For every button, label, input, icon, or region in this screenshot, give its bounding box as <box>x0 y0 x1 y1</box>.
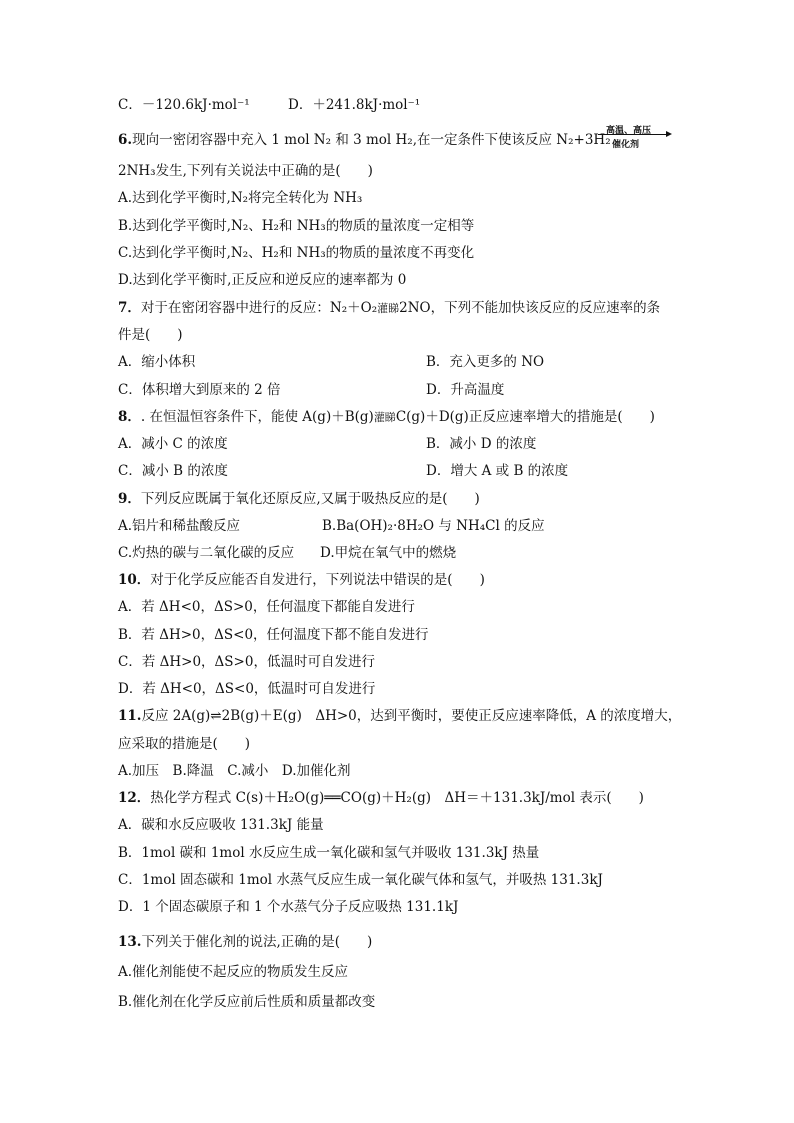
q10-stem <box>118 571 485 589</box>
q9-option-b: B.Ba(OH)₂·8H₂O 与 NH₄Cl 的反应 <box>322 518 545 534</box>
q7-stem-tail: 2NO，下列不能加快该反应的反应速率的条 <box>399 300 661 316</box>
q13-option-b: B.催化剂在化学反应前后性质和质量都改变 <box>118 994 376 1010</box>
q6-option-c: C.达到化学平衡时,N₂、H₂和 NH₃的物质的量浓度不再变化 <box>118 245 475 261</box>
q12-number: 12． <box>118 790 151 806</box>
q7-stem-text: 对于在密闭容器中进行的反应：N₂＋O₂ <box>140 300 378 316</box>
q8-stem-tail: C(g)＋D(g)正反应速率增大的措施是( ) <box>395 409 655 425</box>
q7-option-c: C．体积增大到原来的 2 倍 <box>118 382 281 398</box>
q11-stem-continued: 应采取的措施是( ) <box>118 736 251 752</box>
q10-option-b: B．若 ΔH>0，ΔS<0，任何温度下都不能自发进行 <box>118 627 429 643</box>
q10-option-c: C．若 ΔH>0，ΔS>0，低温时可自发进行 <box>118 654 375 670</box>
q7-stem <box>118 299 660 318</box>
q7-garbled-arrow: 灌睇 <box>377 302 400 315</box>
q11-stem <box>118 707 681 725</box>
q8-option-a: A．减小 C 的浓度 <box>118 436 228 452</box>
q8-garbled-arrow: 灌睇 <box>373 411 396 424</box>
q5-option-d: D．＋241.8kJ·mol⁻¹ <box>288 97 421 113</box>
q6-catalyst-arrow <box>596 125 674 150</box>
q9-stem <box>118 490 480 508</box>
q10-option-d: D．若 ΔH<0，ΔS<0，低温时可自发进行 <box>118 681 376 697</box>
q12-option-a: A．碳和水反应吸收 131.3kJ 能量 <box>118 817 324 833</box>
q7-number: 7． <box>118 300 141 316</box>
q10-stem-text: 对于化学反应能否自发进行，下列说法中错误的是( ) <box>150 572 485 588</box>
q6-condition-top: 高温、高压 <box>606 126 652 136</box>
q12-option-c: C．1mol 固态碳和 1mol 水蒸气反应生成一氧化碳气体和氢气，并吸热 131.3kJ <box>118 872 603 888</box>
q5-option-c: C．－120.6kJ·mol⁻¹ <box>118 97 250 113</box>
q9-option-a: A.铝片和稀盐酸反应 <box>118 518 241 534</box>
q12-option-b: B．1mol 碳和 1mol 水反应生成一氧化碳和氢气并吸收 131.3kJ 热量 <box>118 845 540 861</box>
q6-stem-text: 现向一密闭容器中充入 1 mol N₂ 和 3 mol H₂,在一定条件下使该反应 N₂+3H₂ <box>132 132 611 148</box>
q9-stem-text: 下列反应既属于氧化还原反应,又属于吸热反应的是( ) <box>140 491 480 507</box>
q6-option-a: A.达到化学平衡时,N₂将完全转化为 NH₃ <box>118 190 363 206</box>
q13-stem-text: 下列关于催化剂的说法,正确的是( ) <box>141 934 373 950</box>
q12-option-d: D．1 个固态碳原子和 1 个水蒸气分子反应吸热 131.1kJ <box>118 899 459 915</box>
q12-stem <box>118 789 644 807</box>
q10-option-a: A．若 ΔH<0，ΔS>0，任何温度下都能自发进行 <box>118 599 415 615</box>
q8-stem <box>118 408 655 427</box>
q7-stem-continued: 件是( ) <box>118 327 183 343</box>
q8-option-b: B．减小 D 的浓度 <box>426 436 537 452</box>
q11-number: 11. <box>118 708 142 724</box>
q6-condition-bottom: 催化剂 <box>612 140 640 150</box>
q8-number: 8． <box>118 409 141 425</box>
q6-option-b: B.达到化学平衡时,N₂、H₂和 NH₃的物质的量浓度一定相等 <box>118 218 475 234</box>
q11-stem-text: 反应 2A(g)⇌2B(g)＋E(g) ΔH>0，达到平衡时，要使正反应速率降低，A 的浓度增大， <box>141 708 682 724</box>
q6-number: 6. <box>118 132 133 148</box>
q10-number: 10． <box>118 572 151 588</box>
q11-options: A.加压 B.降温 C.减小 D.加催化剂 <box>118 763 351 779</box>
q8-option-c: C．减小 B 的浓度 <box>118 463 228 479</box>
q7-option-d: D．升高温度 <box>426 382 505 398</box>
arrow-right-icon <box>598 134 670 135</box>
q12-stem-text: 热化学方程式 C(s)＋H₂O(g)══CO(g)＋H₂(g) ΔH＝＋131.3kJ/mol 表示( ) <box>150 790 644 806</box>
q13-number: 13. <box>118 934 142 950</box>
q9-option-d: D.甲烷在氧气中的燃烧 <box>320 545 457 561</box>
q6-stem <box>118 131 611 149</box>
q9-number: 9． <box>118 491 141 507</box>
q7-option-a: A．缩小体积 <box>118 354 196 370</box>
q6-stem-continued: 2NH₃发生,下列有关说法中正确的是( ) <box>118 163 373 179</box>
q8-option-d: D．增大 A 或 B 的浓度 <box>426 463 569 479</box>
q13-stem <box>118 933 372 951</box>
q6-option-d: D.达到化学平衡时,正反应和逆反应的速率都为 0 <box>118 272 407 288</box>
q13-option-a: A.催化剂能使不起反应的物质发生反应 <box>118 964 349 980</box>
q8-stem-text: . 在恒温恒容条件下，能使 A(g)＋B(g) <box>140 409 374 425</box>
q9-option-c: C.灼热的碳与二氧化碳的反应 <box>118 545 295 561</box>
q7-option-b: B．充入更多的 NO <box>426 354 545 370</box>
